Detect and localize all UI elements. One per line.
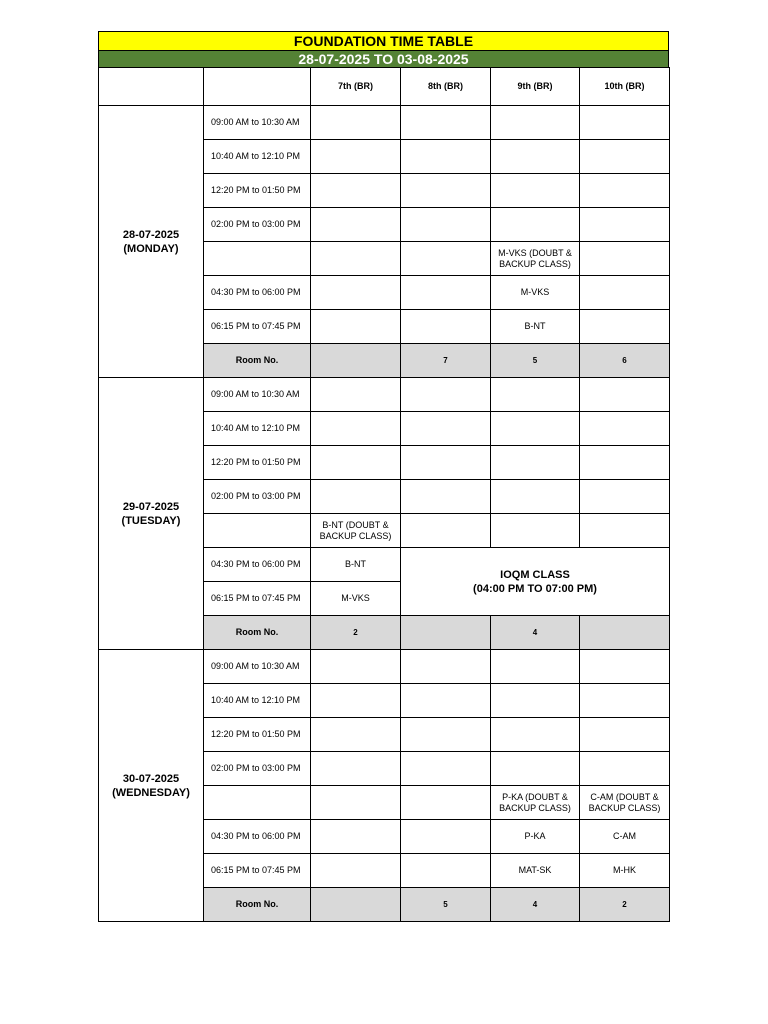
time-slot	[204, 514, 311, 548]
ioqm-class-block	[401, 548, 670, 616]
room-number-c7: 2	[311, 616, 401, 650]
time-slot: 02:00 PM to 03:00 PM	[204, 752, 311, 786]
class-cell-c10	[580, 480, 670, 514]
time-slot: 06:15 PM to 07:45 PM	[204, 310, 311, 344]
time-slot: 04:30 PM to 06:00 PM	[204, 820, 311, 854]
day-weekday: (TUESDAY)	[121, 514, 181, 527]
column-header-row	[99, 68, 670, 106]
day-date: 29-07-2025	[122, 500, 180, 513]
class-cell-c8	[401, 242, 491, 276]
room-number-c7	[311, 888, 401, 922]
class-cell-c10	[580, 378, 670, 412]
time-slot: 12:20 PM to 01:50 PM	[204, 718, 311, 752]
class-cell-c10	[580, 684, 670, 718]
time-slot: 06:15 PM to 07:45 PM	[204, 582, 311, 616]
class-cell-c7	[311, 378, 401, 412]
class-cell-c8	[401, 480, 491, 514]
time-slot	[204, 786, 311, 820]
class-cell-c7	[311, 650, 401, 684]
class-cell-c10	[580, 276, 670, 310]
day-weekday: (WEDNESDAY)	[112, 786, 190, 799]
day-weekday: (MONDAY)	[123, 242, 179, 255]
class-cell-c10: C-AM	[580, 820, 670, 854]
timetable-title: FOUNDATION TIME TABLE	[98, 31, 669, 50]
class-cell-c10	[580, 514, 670, 548]
class-cell-c9: M-VKS (DOUBT & BACKUP CLASS)	[491, 242, 580, 276]
time-slot: 09:00 AM to 10:30 AM	[204, 650, 311, 684]
class-cell-c8	[401, 276, 491, 310]
class-cell-c8	[401, 412, 491, 446]
class-cell-c8	[401, 106, 491, 140]
class-cell-c7: M-VKS	[311, 582, 401, 616]
date-range-banner: 28-07-2025 TO 03-08-2025	[98, 50, 669, 67]
timetable-sheet	[98, 31, 669, 922]
day-cell	[99, 650, 204, 922]
class-cell-c9	[491, 174, 580, 208]
column-header-3: 8th (BR)	[401, 68, 491, 106]
class-cell-c7	[311, 718, 401, 752]
class-cell-c7	[311, 310, 401, 344]
class-cell-c8	[401, 684, 491, 718]
class-cell-c9	[491, 378, 580, 412]
class-cell-c7	[311, 480, 401, 514]
class-cell-c10	[580, 106, 670, 140]
room-label: Room No.	[204, 888, 311, 922]
class-cell-c7: B-NT	[311, 548, 401, 582]
class-cell-c8	[401, 752, 491, 786]
class-cell-c10	[580, 242, 670, 276]
schedule-row	[99, 106, 670, 140]
class-cell-c7	[311, 752, 401, 786]
class-cell-c9	[491, 514, 580, 548]
class-cell-c8	[401, 820, 491, 854]
column-header-1	[204, 68, 311, 106]
class-cell-c9: M-VKS	[491, 276, 580, 310]
class-cell-c9	[491, 208, 580, 242]
class-cell-c10	[580, 650, 670, 684]
day-cell	[99, 378, 204, 650]
ioqm-time: (04:00 PM TO 07:00 PM)	[473, 582, 597, 595]
class-cell-c7	[311, 140, 401, 174]
class-cell-c7	[311, 276, 401, 310]
class-cell-c8	[401, 140, 491, 174]
time-slot: 02:00 PM to 03:00 PM	[204, 208, 311, 242]
room-number-c10: 6	[580, 344, 670, 378]
room-number-c7	[311, 344, 401, 378]
class-cell-c9	[491, 480, 580, 514]
time-slot: 06:15 PM to 07:45 PM	[204, 854, 311, 888]
time-slot: 12:20 PM to 01:50 PM	[204, 446, 311, 480]
class-cell-c9	[491, 718, 580, 752]
class-cell-c8	[401, 854, 491, 888]
time-slot: 10:40 AM to 12:10 PM	[204, 412, 311, 446]
class-cell-c9: MAT-SK	[491, 854, 580, 888]
class-cell-c9	[491, 650, 580, 684]
room-label: Room No.	[204, 344, 311, 378]
day-date: 28-07-2025	[122, 228, 180, 241]
room-number-c8: 5	[401, 888, 491, 922]
class-cell-c7	[311, 820, 401, 854]
class-cell-c8	[401, 174, 491, 208]
time-slot	[204, 242, 311, 276]
time-slot: 04:30 PM to 06:00 PM	[204, 548, 311, 582]
room-number-c10: 2	[580, 888, 670, 922]
time-slot: 09:00 AM to 10:30 AM	[204, 378, 311, 412]
class-cell-c9	[491, 446, 580, 480]
class-cell-c10	[580, 752, 670, 786]
room-number-c8	[401, 616, 491, 650]
class-cell-c7	[311, 174, 401, 208]
class-cell-c10	[580, 140, 670, 174]
class-cell-c10	[580, 208, 670, 242]
class-cell-c10	[580, 174, 670, 208]
class-cell-c8	[401, 310, 491, 344]
class-cell-c7: B-NT (DOUBT & BACKUP CLASS)	[311, 514, 401, 548]
room-number-c10	[580, 616, 670, 650]
schedule-row	[99, 378, 670, 412]
schedule-row	[99, 650, 670, 684]
class-cell-c9	[491, 106, 580, 140]
class-cell-c9	[491, 752, 580, 786]
class-cell-c7	[311, 786, 401, 820]
time-slot: 02:00 PM to 03:00 PM	[204, 480, 311, 514]
class-cell-c8	[401, 786, 491, 820]
class-cell-c9	[491, 140, 580, 174]
class-cell-c8	[401, 378, 491, 412]
class-cell-c10	[580, 446, 670, 480]
class-cell-c8	[401, 208, 491, 242]
column-header-0	[99, 68, 204, 106]
day-cell	[99, 106, 204, 378]
class-cell-c9: P-KA	[491, 820, 580, 854]
class-cell-c7	[311, 412, 401, 446]
class-cell-c7	[311, 446, 401, 480]
class-cell-c10	[580, 310, 670, 344]
class-cell-c8	[401, 718, 491, 752]
ioqm-title: IOQM CLASS	[500, 568, 570, 581]
time-slot: 12:20 PM to 01:50 PM	[204, 174, 311, 208]
class-cell-c7	[311, 684, 401, 718]
time-slot: 04:30 PM to 06:00 PM	[204, 276, 311, 310]
time-slot: 10:40 AM to 12:10 PM	[204, 140, 311, 174]
room-number-c9: 4	[491, 888, 580, 922]
day-date: 30-07-2025	[122, 772, 180, 785]
room-number-c8: 7	[401, 344, 491, 378]
timetable-grid	[98, 67, 670, 922]
room-number-c9: 5	[491, 344, 580, 378]
class-cell-c10	[580, 718, 670, 752]
class-cell-c9	[491, 684, 580, 718]
room-number-c9: 4	[491, 616, 580, 650]
class-cell-c8	[401, 514, 491, 548]
column-header-2: 7th (BR)	[311, 68, 401, 106]
class-cell-c7	[311, 242, 401, 276]
class-cell-c8	[401, 446, 491, 480]
time-slot: 10:40 AM to 12:10 PM	[204, 684, 311, 718]
column-header-5: 10th (BR)	[580, 68, 670, 106]
class-cell-c10	[580, 412, 670, 446]
class-cell-c10: C-AM (DOUBT & BACKUP CLASS)	[580, 786, 670, 820]
time-slot: 09:00 AM to 10:30 AM	[204, 106, 311, 140]
column-header-4: 9th (BR)	[491, 68, 580, 106]
room-label: Room No.	[204, 616, 311, 650]
class-cell-c9	[491, 412, 580, 446]
class-cell-c8	[401, 650, 491, 684]
class-cell-c7	[311, 106, 401, 140]
class-cell-c7	[311, 854, 401, 888]
class-cell-c10: M-HK	[580, 854, 670, 888]
class-cell-c7	[311, 208, 401, 242]
class-cell-c9: P-KA (DOUBT & BACKUP CLASS)	[491, 786, 580, 820]
class-cell-c9: B-NT	[491, 310, 580, 344]
